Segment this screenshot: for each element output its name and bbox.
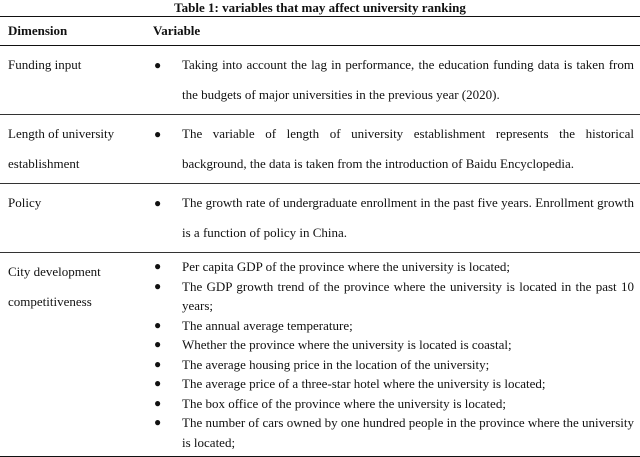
bullet-icon: ● (154, 376, 162, 390)
dimension-cell: Length of university establishment (0, 115, 145, 184)
list-item-text: The number of cars owned by one hundred people in the province where the university is located; (182, 415, 634, 450)
table-row-funding-input (0, 46, 640, 115)
list-item (145, 316, 634, 336)
bullet-icon: ● (154, 127, 162, 141)
header-dimension: Dimension (0, 17, 145, 46)
dimension-cell: City development competitiveness (0, 253, 145, 457)
bullet-icon: ● (154, 278, 162, 293)
list-item-text: Per capita GDP of the province where the university is located; (182, 259, 511, 274)
list-item (145, 335, 634, 355)
bullet-icon: ● (154, 58, 162, 72)
bullet-icon: ● (154, 337, 162, 351)
variable-list (145, 50, 634, 110)
variables-table (0, 16, 640, 457)
bullet-icon: ● (154, 259, 162, 273)
list-item (145, 394, 634, 414)
list-item-text: The variable of length of university establishment represents the historical background, the data is taken from the introduction of Baidu Encyclopedia. (182, 126, 634, 171)
list-item-text: The box office of the province where the university is located; (182, 395, 506, 411)
list-item (145, 188, 634, 248)
list-item-text: The GDP growth trend of the province where the university is located in the past 10 years; (182, 278, 634, 313)
bullet-icon: ● (154, 196, 162, 210)
bullet-icon: ● (154, 356, 162, 371)
dimension-cell: Policy (0, 184, 145, 253)
table-row-city-development (0, 253, 640, 457)
table-row-length-of-establishment (0, 115, 640, 184)
list-item (145, 257, 634, 277)
list-item (145, 50, 634, 110)
list-item-text: The annual average temperature; (182, 317, 353, 333)
table-caption: Table 1: variables that may affect university ranking (174, 0, 466, 15)
bullet-icon: ● (154, 415, 162, 429)
list-item (145, 119, 634, 179)
list-item-text: Whether the province where the university is located is coastal; (182, 337, 512, 352)
list-item-text: The average housing price in the location of the university; (182, 356, 490, 372)
table-header-row (0, 17, 640, 46)
list-item-text: Taking into account the lag in performance, the education funding data is taken from the budgets of major universities in the previous year (2020). (182, 57, 634, 102)
list-item-text: The growth rate of undergraduate enrollment in the past five years. Enrollment growth is a function of policy in China. (182, 195, 634, 240)
list-item (145, 374, 634, 394)
list-item (145, 355, 634, 375)
bullet-icon: ● (154, 317, 162, 332)
variable-cell (145, 115, 640, 184)
header-variable: Variable (145, 17, 640, 46)
variable-list (145, 257, 634, 452)
list-item-text: The average price of a three-star hotel where the university is located; (182, 376, 546, 391)
list-item (145, 413, 634, 452)
variable-list (145, 119, 634, 179)
list-item (145, 277, 634, 316)
table-row-policy (0, 184, 640, 253)
variable-cell (145, 253, 640, 457)
variable-list (145, 188, 634, 248)
variable-cell (145, 184, 640, 253)
bullet-icon: ● (154, 395, 162, 410)
dimension-cell: Funding input (0, 46, 145, 115)
variable-cell (145, 46, 640, 115)
